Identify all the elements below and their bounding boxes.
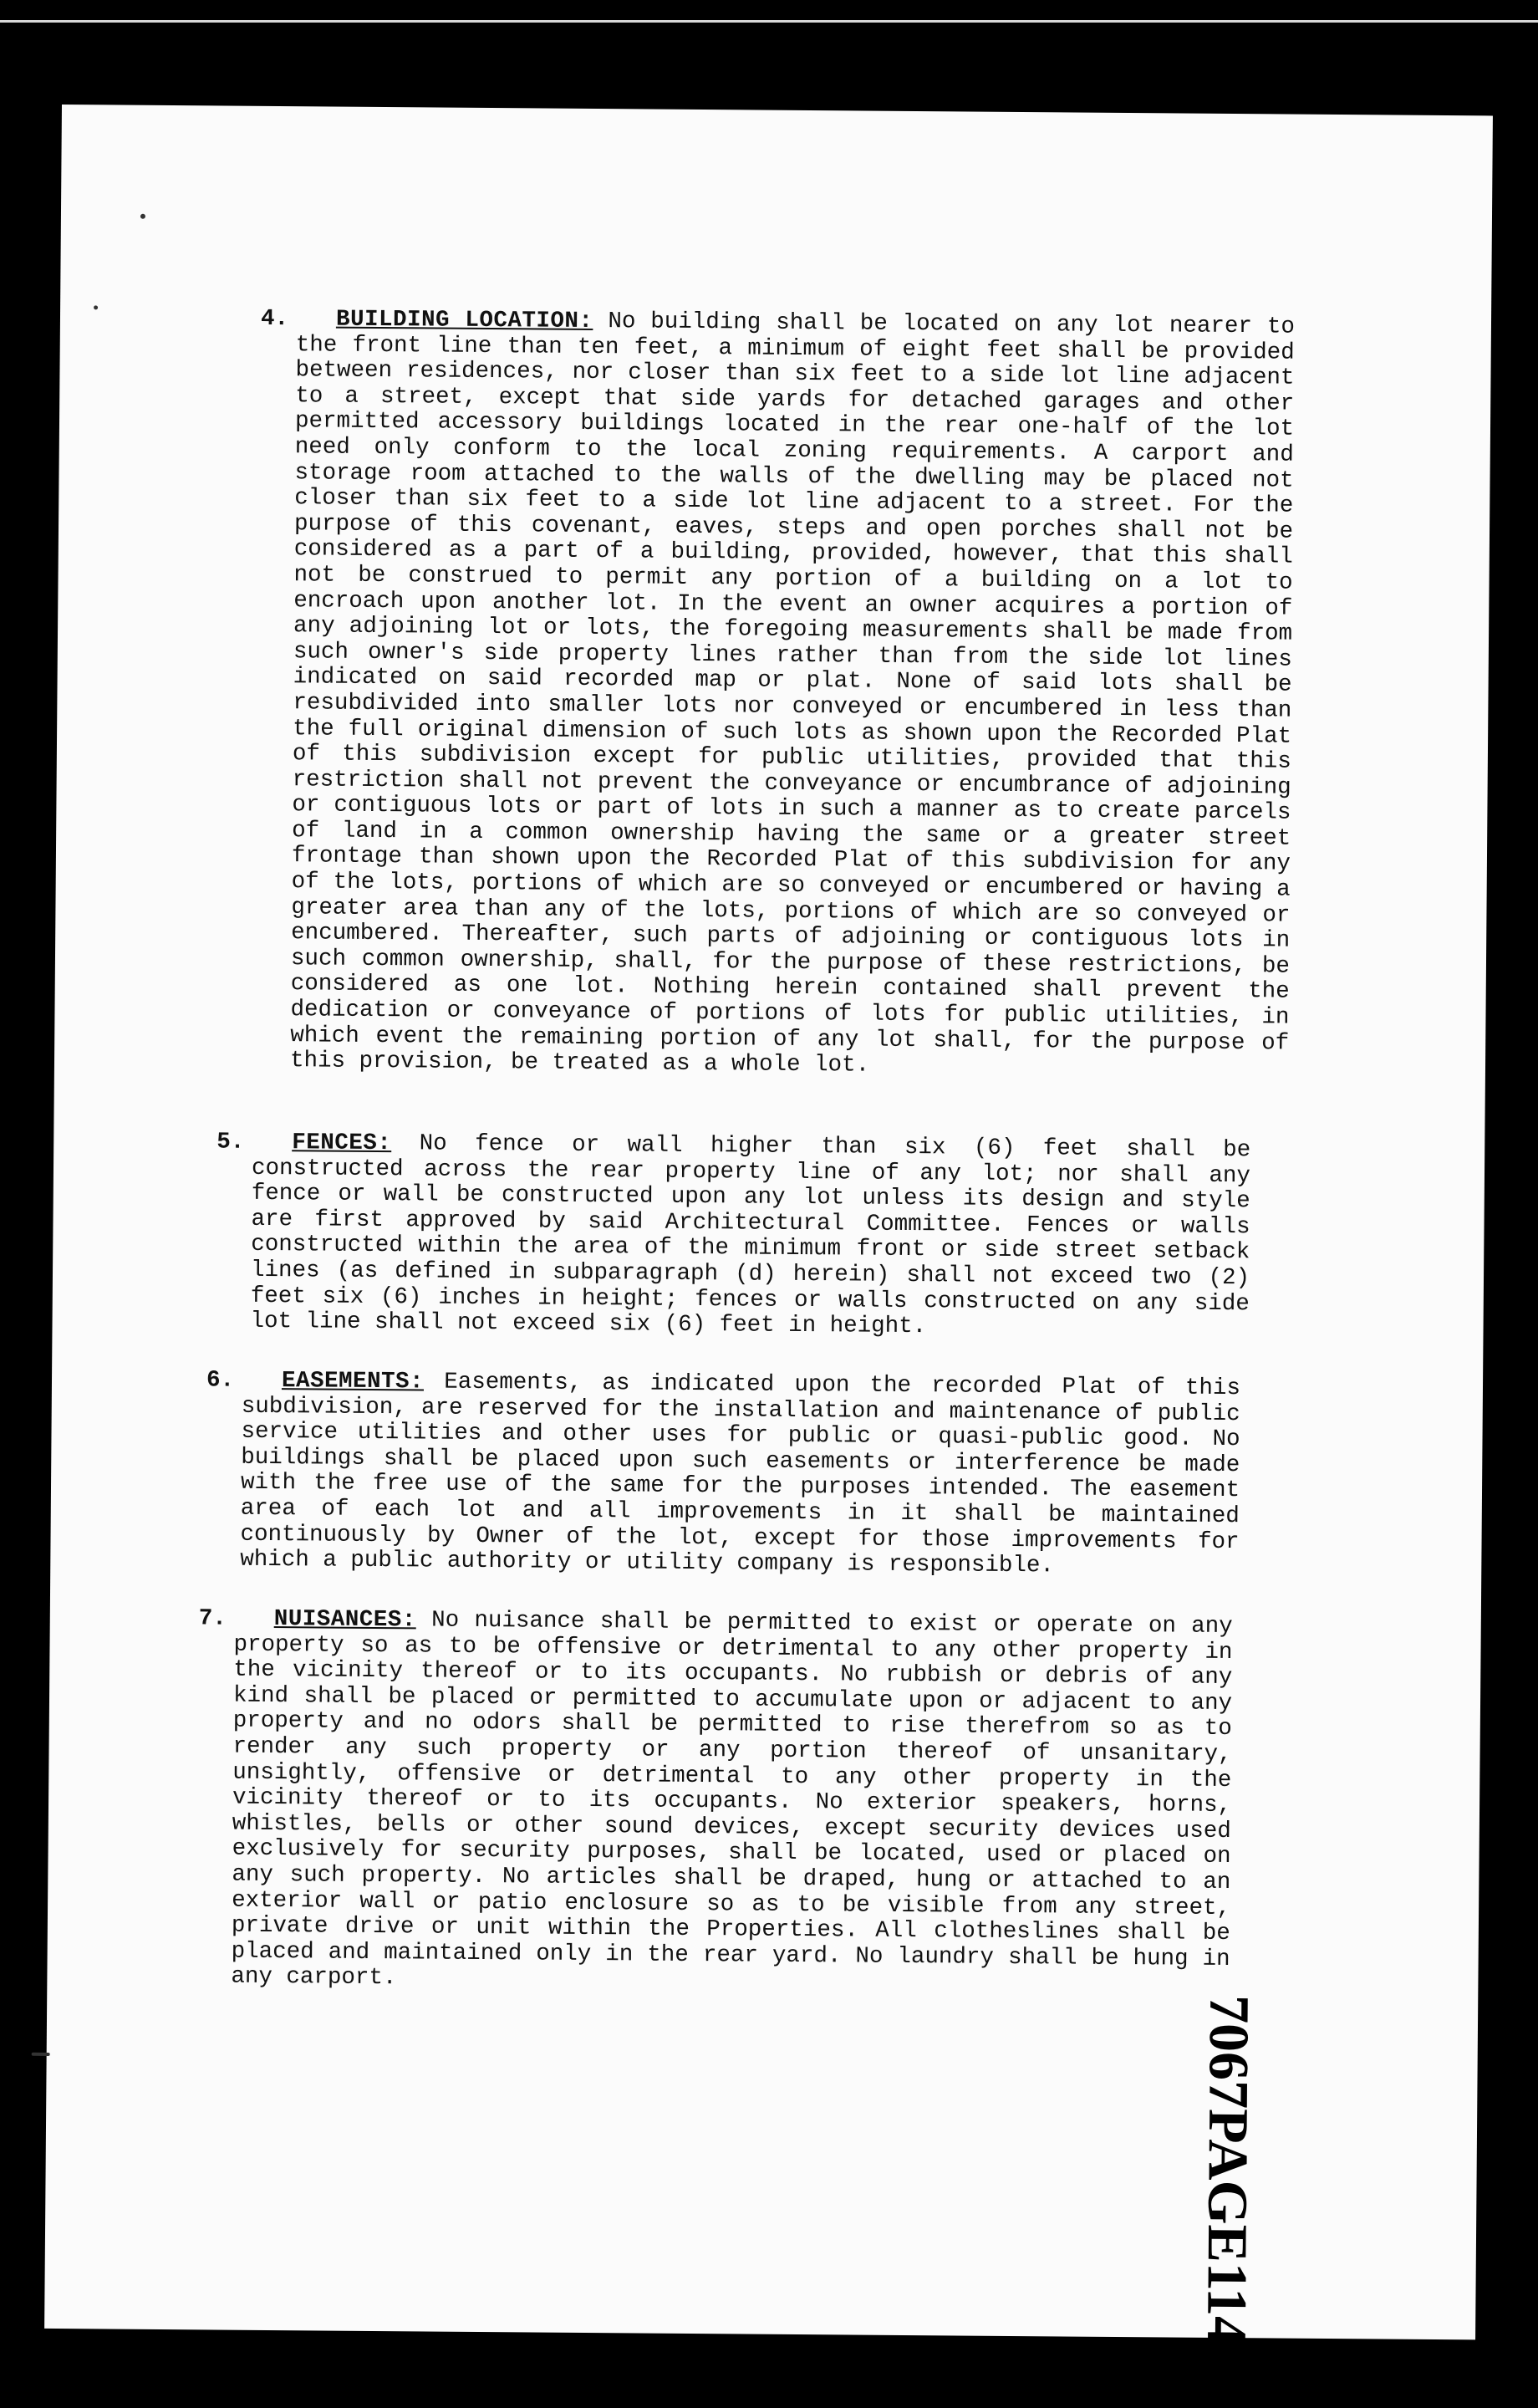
section-number: 5.	[216, 1129, 245, 1156]
scan-speck	[94, 305, 98, 309]
scan-edge-line	[0, 20, 1538, 23]
section-text: No building shall be located on any lot nearer to the front line than ten feet, a minimum of eight feet shall be provided between residences, nor closer than six feet to a side lot line adjacent to a street, except that side yards for detached garages and other permitted accessory buildings located in the rear one-half of the lot need only conform to the local zoning requirements. A carport and storage room attached to the walls of the dwelling may be placed not closer than six feet to a side lot line adjacent to a street. For the purpose of this covenant, eaves, steps and open porches shall not be considered as a part of a building, provided, however, that this shall not be construed to permit any portion of a building on a lot to encroach upon another lot. In the event an owner acquires a portion of any adjoining lot or lots, the foregoing measurements shall be made from such owner's side property lines rather than from the side lot lines indicated on said recorded map or plat. None of said lots shall be resubdivided into smaller lots nor conveyed or encumbered in less than the full original dimension of such lots as shown upon the Recorded Plat of this subdivision except for public utilities, provided that this restriction shall not prevent the conveyance or encumbrance of adjoining or contiguous lots or part of lots in such a manner as to create parcels of land in a common ownership having the same or a greater street frontage than shown upon the Recorded Plat of this subdivision for any of the lots, portions of which are so conveyed or encumbered or having a greater area than any of the lots, portions of which are so conveyed or encumbered. Thereafter, such parts of adjoining or contiguous lots in such common ownership, shall, for the purpose of these restrictions, be considered as one lot. Nothing herein contained shall prevent the dedication or conveyance of portions of lots for public utilities, in which event the remaining portion of any lot shall, for the purpose of this provision, be treated as a whole lot.	[289, 309, 1296, 1079]
section-body	[231, 1607, 1233, 1998]
section-heading: BUILDING LOCATION:	[335, 306, 593, 334]
scan-mark	[32, 2053, 50, 2056]
section-text: No fence or wall higher than six (6) feet shall be constructed across the rear property line of any lot; nor shall any fence or wall be constructed upon any lot unless its design and style are first approved by said Architectural Committee. Fences or walls constructed within the area of the minimum front or side street setback lines (as defined in subparagraph (d) herein) shall not exceed two (2) feet six (6) inches in height; fences or walls constructed on any side lot line shall not exceed six (6) feet in height.	[250, 1130, 1251, 1340]
section-body	[250, 1130, 1250, 1343]
section-number: 4.	[260, 305, 289, 333]
section-heading: NUISANCES:	[273, 1606, 416, 1634]
recording-stamp: 7067PAGE1141	[1194, 1994, 1262, 2374]
section-body	[290, 307, 1295, 1082]
section-body	[240, 1369, 1240, 1581]
scan-speck	[140, 214, 145, 219]
scan-top-border	[0, 0, 1538, 92]
section-heading: EASEMENTS:	[281, 1368, 425, 1395]
section-text: No nuisance shall be permitted to exist or operate on any property so as to be offensive or detrimental to any other property in the vicinity thereof or to its occupants. No rubbish or debris of any kind shall be placed or permitted to accumulate upon or adjacent to any property and no odors shall be permitted to rise therefrom so as to render any such property or any portion thereof of unsanitary, unsightly, offensive or detrimental to any other property in the vicinity thereof or to its occupants. No exterior speakers, horns, whistles, bells or other sound devices, except security devices used exclusively for security purposes, shall be located, used or placed on any such property. No articles shall be draped, hung or attached to an exterior wall or patio enclosure so as to be visible from any street, private drive or unit within the Properties. All clotheslines shall be placed and maintained only in the rear yard. No laundry shall be hung in any carport.	[231, 1607, 1233, 1992]
section-number: 7.	[198, 1605, 227, 1632]
section-text: Easements, as indicated upon the recorded Plat of this subdivision, are reserved for the installation and maintenance of public service utilities and other uses for public or quasi-public good. No buildings shall be placed upon such easements or interference be made with the free use of the same for the purposes intended. The easement area of each lot and all improvements in it shall be maintained continuously by Owner of the lot, except for those improvements for which a public authority or utility company is responsible.	[240, 1369, 1241, 1579]
section-heading: FENCES:	[292, 1130, 392, 1157]
document-page	[44, 105, 1493, 2374]
section-number: 6.	[206, 1367, 235, 1394]
